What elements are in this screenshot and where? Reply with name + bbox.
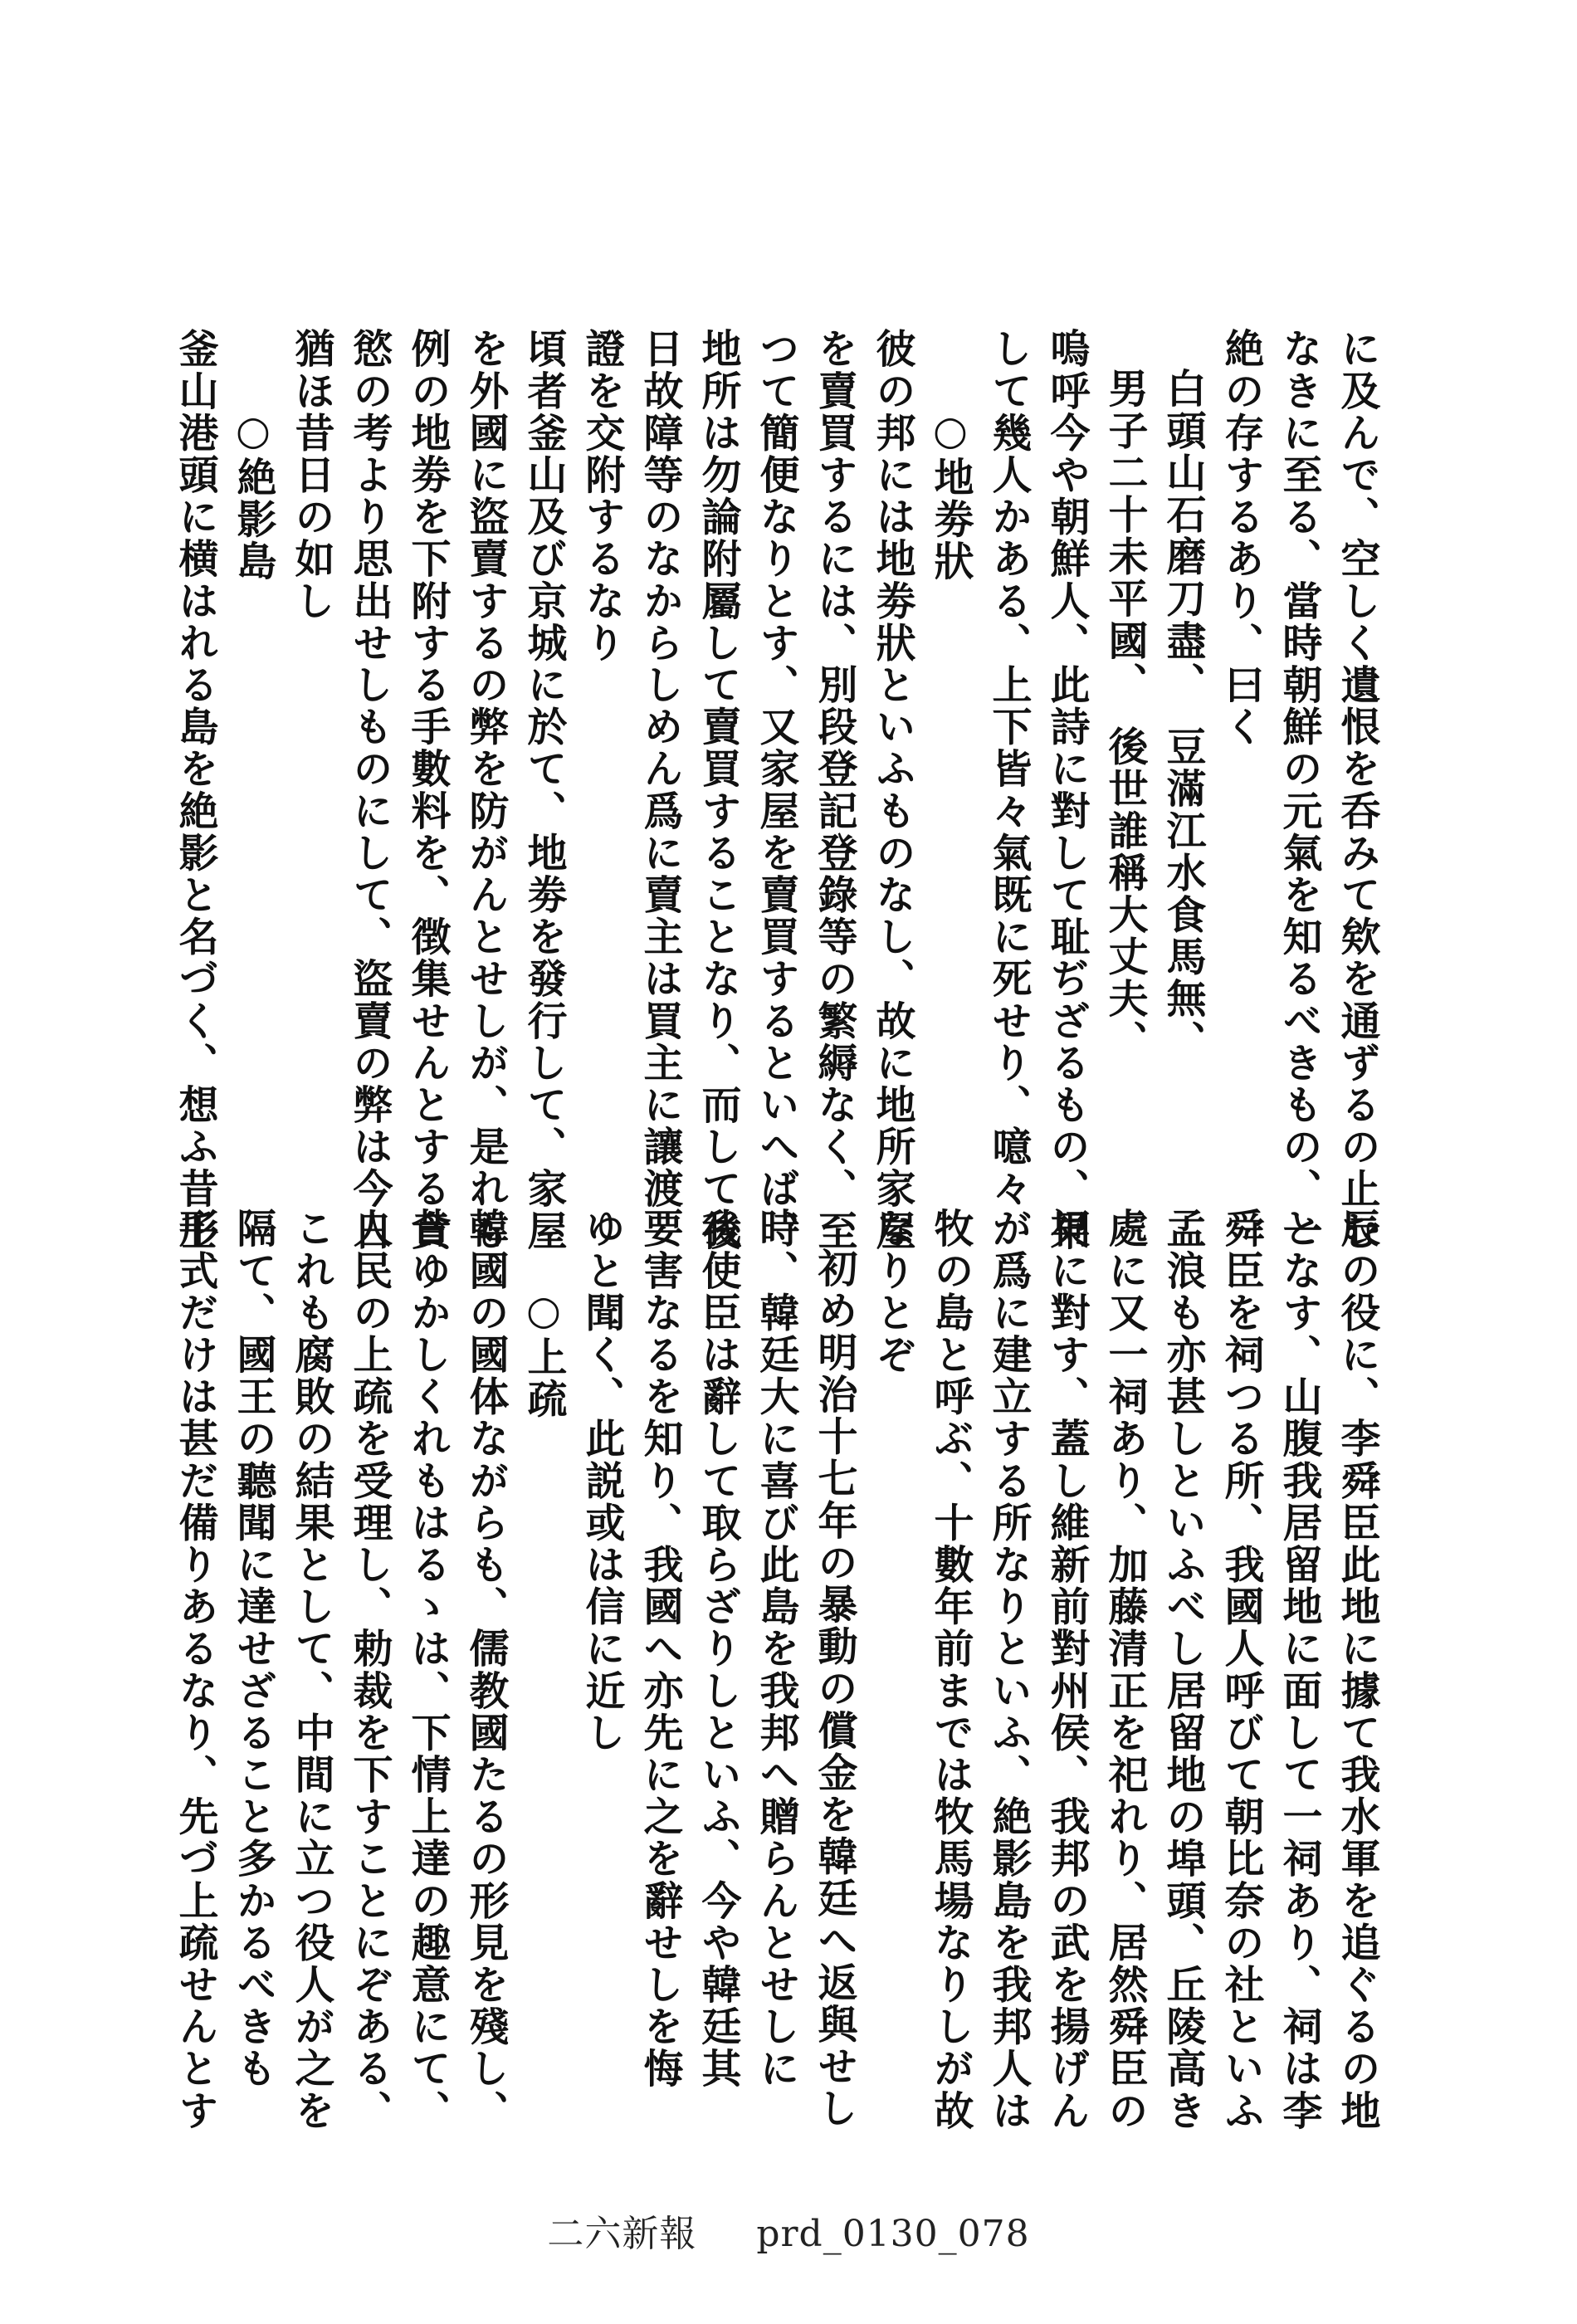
text-column: 男子二十未平國、 後世誰稱大丈夫、 [1101, 368, 1148, 1062]
text-column: ゆと聞く、此説或は信に近し [579, 1208, 625, 1754]
text-column: となす、山腹我居留地に面して一祠あり、祠は李 [1276, 1208, 1322, 2132]
text-column: つて簡便なりとす、又家屋を賣買するといへば、 [753, 328, 799, 1252]
text-column: 祠に對す、蓋し維新前對州侯、我邦の武を揚げん [1043, 1208, 1090, 2132]
section-heading: ○上疏 [520, 1287, 567, 1420]
text-column: 嗚呼今や朝鮮人、此詩に對して耻ぢざるもの、果 [1043, 328, 1090, 1252]
text-column: 人民の上疏を受理し、勅裁を下すことにぞある、 [346, 1208, 393, 2132]
text-column: これも腐敗の結果として、中間に立つ役人が之を [288, 1208, 334, 2132]
text-column: して幾人かある、上下皆々氣既に死せり、噫々 [985, 328, 1032, 1210]
text-column: 形式だけは甚だ備りあるなり、先づ上疏せんとす [172, 1208, 218, 2132]
text-column: 猶ほ昔日の如し [288, 328, 334, 622]
footer-source: 二六新報 [547, 2213, 697, 2255]
text-column: 我使臣は辭して取らざりしといふ、今や韓廷其 [695, 1208, 741, 2090]
text-column: 韓國の國体ながらも、儒教國たるの形見を殘し、 [462, 1208, 509, 2132]
text-column: を賣買するには、別段登記登錄等の繁縟なく、至 [811, 328, 857, 1252]
section-heading: ○絶影島 [230, 408, 276, 583]
text-column: なきに至る、當時朝鮮の元氣を知るべきもの、一 [1276, 328, 1322, 1252]
page-footer [0, 2204, 1577, 2257]
text-column: 時、韓廷大に喜び此島を我邦へ贈らんとせしに [753, 1208, 799, 2090]
text-column: 證を交附するなり [579, 328, 625, 664]
footer-page-id: prd_0130_078 [756, 2213, 1030, 2255]
text-column: 孟浪も亦甚しといふべし居留地の埠頭、丘陵高き [1160, 1208, 1206, 2132]
text-column: 初め明治十七年の暴動の償金を韓廷へ返與せし [811, 1247, 857, 2130]
text-column: が爲に建立する所なりといふ、絶影島を我邦人は [985, 1208, 1032, 2132]
section-heading: ○地劵狀 [927, 408, 974, 583]
text-column: 辰の役に、李舜臣此地に據て我水軍を追ぐるの地 [1334, 1208, 1380, 2132]
text-column: 舜臣を祠つる所、我國人呼びて朝比奈の社といふ [1218, 1208, 1264, 2132]
text-column: 牧の島と呼ぶ、十數年前までは牧馬場なりしが故 [927, 1208, 974, 2132]
text-column: を外國に盜賣するの弊を防がんとせしが、是れも [462, 328, 509, 1252]
text-block-bottom [166, 1208, 1386, 2131]
text-column: なりとぞ [869, 1208, 915, 1376]
text-column: 彼の邦には地劵狀といふものなし、故に地所家屋 [869, 328, 915, 1252]
text-block-top [166, 328, 1386, 1252]
text-column: 昔ゆかしくれもはるゝは、下情上達の趣意にて、 [404, 1208, 451, 2132]
text-column: 處に又一祠あり、加藤清正を祀れり、居然舜臣の [1101, 1208, 1148, 2132]
text-column: 例の地劵を下附する手數料を、徴集せんとする貪 [404, 328, 451, 1252]
text-column: 白頭山石磨刀盡、 豆滿江水食馬無、 [1160, 368, 1206, 1062]
text-column: に及んで、空しく遺恨を呑みて欸を通ずるの止む [1334, 328, 1380, 1252]
text-column: 絶の存するあり、曰く [1218, 328, 1264, 748]
text-column: 地所は勿論附屬して賣買することなり、而して後 [695, 328, 741, 1252]
text-column: 頃者釜山及び京城に於て、地劵を發行して、家屋 [520, 328, 567, 1252]
text-column: 要害なるを知り、我國へ亦先に之を辭せしを悔 [637, 1208, 683, 2090]
text-column: 日故障等のなからしめん爲に賣主は買主に讓渡 [637, 328, 683, 1210]
text-column: 釜山港頭に横はれる島を絶影と名づく、想ふ昔壬 [172, 328, 218, 1252]
text-column: 隔て、國王の聽聞に達せざること多かるべきも [230, 1208, 276, 2090]
text-column: 慾の考より思出せしものにして、盜賣の弊は今日 [346, 328, 393, 1252]
